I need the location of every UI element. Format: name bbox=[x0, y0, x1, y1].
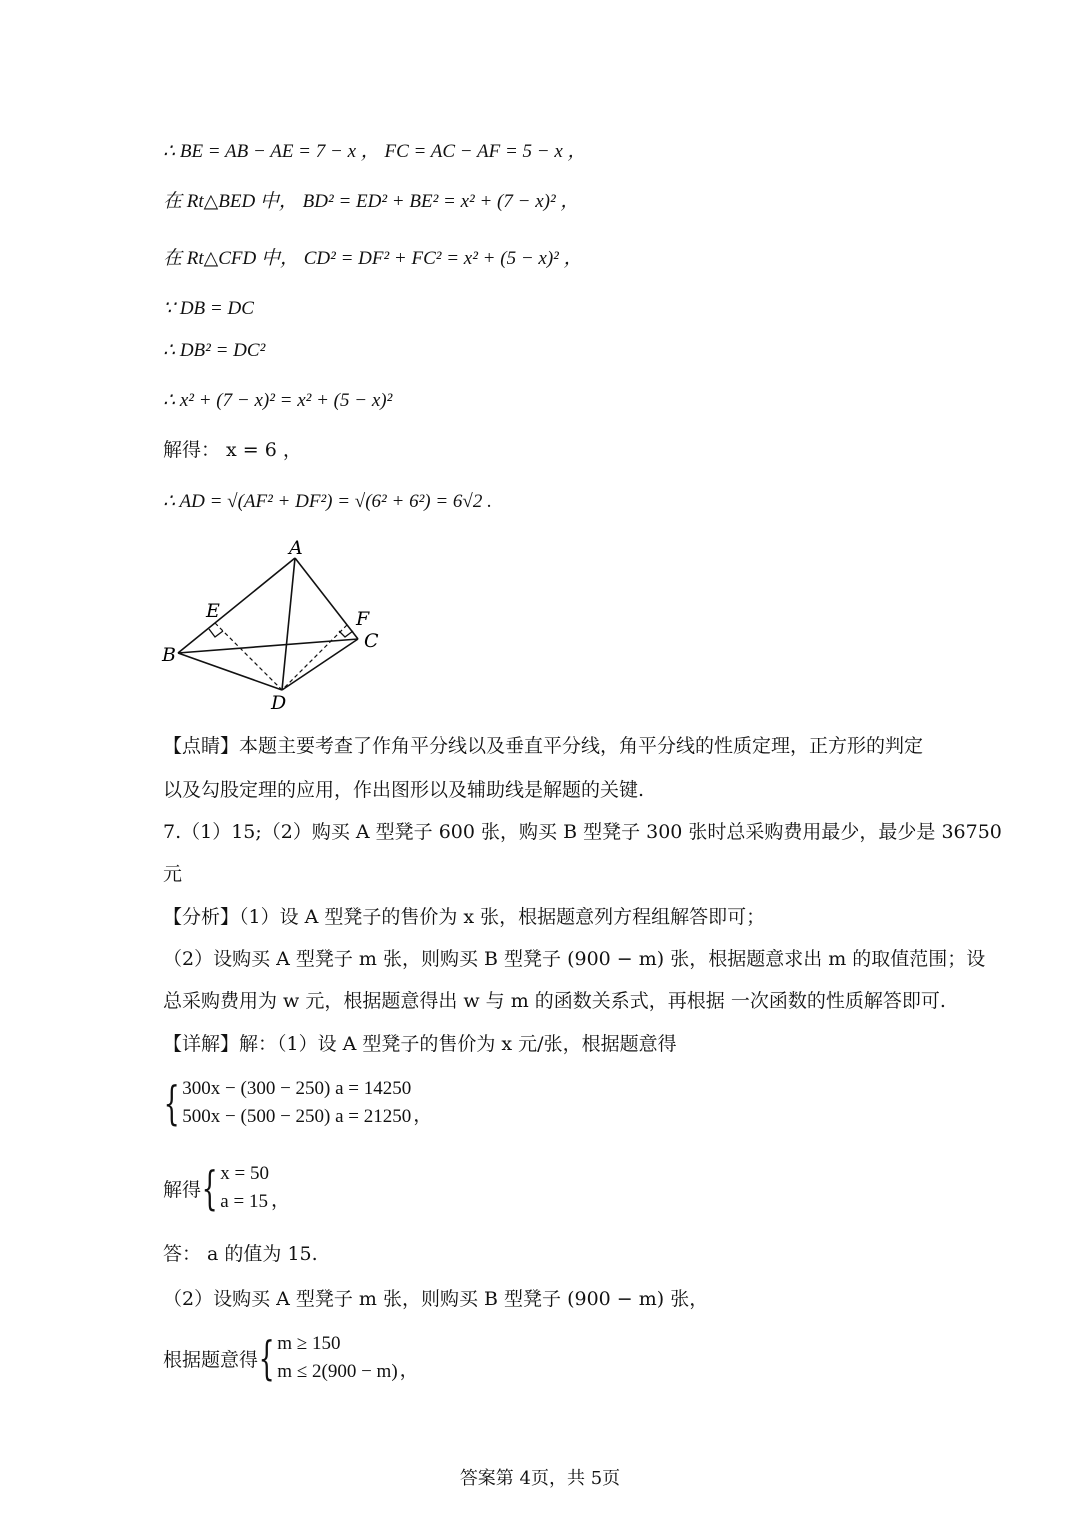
part2-line: （2）设购买 A 型凳子 m 张，则购买 B 型凳子 (900 − m) 张， bbox=[163, 1288, 709, 1310]
jiede-label: 解得 bbox=[163, 1178, 202, 1201]
page-footer: 答案第 4页，共 5页 bbox=[459, 1468, 621, 1489]
segment-bd bbox=[178, 653, 282, 690]
q7-answer-line-2: 元 bbox=[163, 863, 183, 885]
inequality-row-2: m ≤ 2(900 − m) bbox=[277, 1361, 398, 1382]
system-1-separator: ， bbox=[413, 1105, 433, 1126]
segment-ed-dashed bbox=[215, 623, 282, 690]
dianjing-line-2: 以及勾股定理的应用，作出图形以及辅助线是解题的关键. bbox=[163, 779, 645, 801]
equation-line-ad: ∴ AD = √(AF² + DF²) = √(6² + 6²) = 6√2 . bbox=[163, 491, 492, 512]
segment-ad bbox=[282, 558, 295, 690]
q7-answer-line-1: 7.（1）15;（2）购买 A 型凳子 600 张，购买 B 型凳子 300 张时总采购费用最少，最少是 36750 bbox=[163, 821, 1002, 843]
system-1-row-2: 500x − (500 − 250) a = 21250 bbox=[182, 1106, 412, 1127]
fenxi-line-2: （2）设购买 A 型凳子 m 张，则购买 B 型凳子 (900 − m) 张，根据题意求出 m 的取值范围；设 bbox=[163, 948, 986, 970]
equation-line-substitution: ∴ x² + (7 − x)² = x² + (5 − x)² bbox=[163, 390, 393, 411]
equation-system-1 bbox=[163, 1075, 432, 1131]
right-angle-mark-f bbox=[339, 631, 353, 637]
equation-line-db2-eq-dc2: ∴ DB² = DC² bbox=[163, 340, 266, 361]
inequality-row-1: m ≥ 150 bbox=[277, 1333, 341, 1354]
system-1-row-1: 300x − (300 − 250) a = 14250 bbox=[182, 1078, 412, 1099]
label-e: E bbox=[206, 600, 220, 622]
system-2-row-2: a = 15 bbox=[220, 1191, 268, 1212]
solution-line-x: 解得： x = 6 ， bbox=[163, 439, 302, 461]
answer-line: 答： a 的值为 15. bbox=[163, 1243, 318, 1265]
genju-label: 根据题意得 bbox=[163, 1348, 259, 1371]
segment-ab bbox=[178, 558, 295, 653]
fenxi-line-1: 【分析】（1）设 A 型凳子的售价为 x 张，根据题意列方程组解答即可； bbox=[163, 906, 766, 928]
system-2-row-1: x = 50 bbox=[220, 1163, 270, 1184]
xiangjie-line: 【详解】解：（1）设 A 型凳子的售价为 x 元/张，根据题意得 bbox=[163, 1033, 677, 1055]
brace-icon: { bbox=[163, 1076, 180, 1130]
inequality-system bbox=[163, 1330, 419, 1386]
equation-line-be-fc: ∴ BE = AB − AE = 7 − x ， FC = AC − AF = 5 − x ， bbox=[163, 141, 587, 162]
system-2-separator: ， bbox=[271, 1190, 291, 1211]
label-c: C bbox=[364, 630, 379, 652]
label-b: B bbox=[162, 644, 176, 666]
right-angle-mark-e bbox=[209, 629, 223, 637]
dianjing-line-1: 【点睛】本题主要考查了作角平分线以及垂直平分线，角平分线的性质定理，正方形的判定 bbox=[163, 735, 924, 757]
segment-fd-dashed bbox=[282, 625, 347, 690]
geometry-figure bbox=[150, 533, 400, 713]
label-f: F bbox=[356, 608, 370, 630]
equation-system-2 bbox=[163, 1160, 290, 1216]
segment-cd bbox=[282, 639, 358, 690]
segment-ac bbox=[295, 558, 358, 639]
equation-line-cd-squared: 在 Rt△CFD 中， CD² = DF² + FC² = x² + (5 − x)² ， bbox=[163, 248, 583, 269]
equation-line-db-eq-dc: ∵ DB = DC bbox=[163, 298, 254, 319]
label-a: A bbox=[289, 537, 303, 559]
inequality-separator: ， bbox=[399, 1360, 419, 1381]
brace-icon: { bbox=[201, 1161, 218, 1215]
brace-icon: { bbox=[258, 1331, 275, 1385]
equation-line-bd-squared: 在 Rt△BED 中， BD² = ED² + BE² = x² + (7 − x)² ， bbox=[163, 191, 580, 212]
fenxi-line-3: 总采购费用为 w 元，根据题意得出 w 与 m 的函数关系式，再根据 一次函数的性质解答即可. bbox=[163, 990, 946, 1012]
label-d: D bbox=[271, 692, 287, 713]
